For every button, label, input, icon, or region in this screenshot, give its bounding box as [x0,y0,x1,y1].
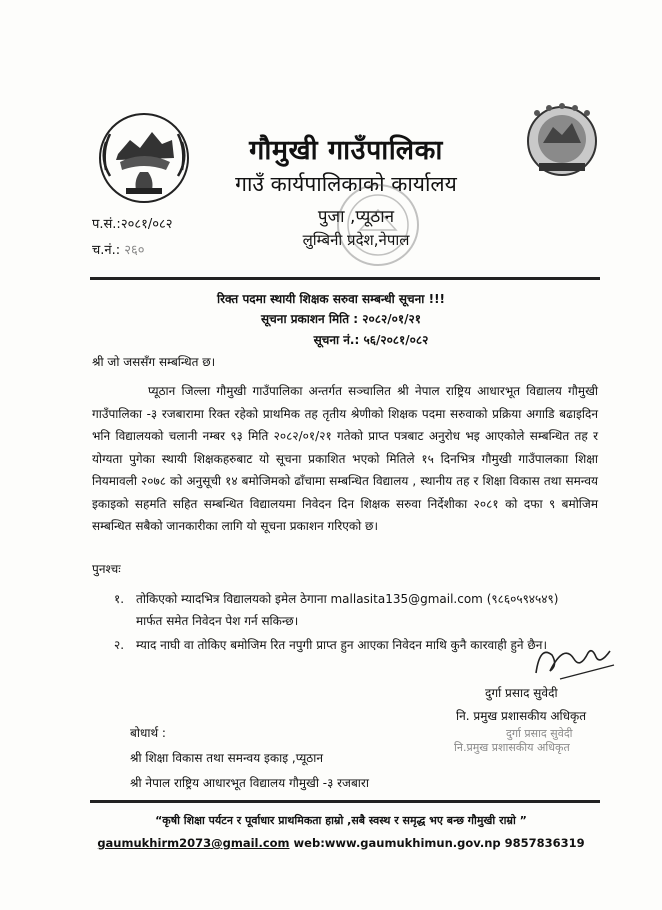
footer-email[interactable]: gaumukhirm2073@gmail.com [97,836,290,850]
signature-stamp-name: दुर्गा प्रसाद सुवेदी [506,727,573,740]
footer-divider [90,800,600,803]
point-number: २. [114,638,125,652]
office-location: पुजा ,प्यूठान [317,207,395,227]
point-number: १. [114,592,125,606]
footer-phone: 9857836319 [504,836,585,850]
footer-website[interactable]: web:www.gaumukhimun.gov.np [293,836,501,850]
province-name: लुम्बिनी प्रदेश,नेपाल [302,231,410,249]
office-stamp-icon [330,180,425,270]
municipality-name: गौमुखी गाउँपालिका [249,135,443,166]
signature-stamp-title: नि.प्रमुख प्रशासकीय अधिकृत [454,741,570,754]
copies-label: बोधार्थ : [130,726,166,740]
footer-motto: “कृषी शिक्षा पर्यटन र पूर्वाधार प्राथमिकता हाम्रो ,सबै स्वस्थ र समृद्ध भए बन्छ गौमुखी राम्रो ” [155,814,527,827]
reference-number: प.सं.:२०८१/०८२ [92,217,173,232]
addendum-point [114,634,584,656]
notice-title: रिक्त पदमा स्थायी शिक्षक सरुवा सम्बन्धी सूचना !!! [216,292,446,306]
point-text: तोकिएको म्यादभित्र विद्यालयको इमेल ठेगाना mallasita135@gmail.com (९८६०५९४५४९) मार्फत समेत निवेदन पेश गर्न सकिन्छ। [136,592,559,628]
dispatch-number [92,240,145,258]
signatory-title: नि. प्रमुख प्रशासकीय अधिकृत [456,709,587,723]
salutation: श्री जो जससँग सम्बन्धित छ। [92,355,216,369]
point-text: म्याद नाघी वा तोकिए बमोजिम रित नपुगी प्राप्त हुन आएका निवेदन माथि कुनै कारवाही हुने छैन। [136,638,548,652]
copy-recipient: श्री नेपाल राष्ट्रिय आधारभूत विद्यालय गौमुखी -३ रजबारा [130,776,369,790]
header-divider [90,277,600,280]
notice-body: प्यूठान जिल्ला गौमुखी गाउँपालिका अन्तर्गत सञ्चालित श्री नेपाल राष्ट्रिय आधारभूत विद्यालय गौमुखी गाउँपालिका -३ रजबारामा रिक्त रहेको प्राथमिक तह तृतीय श्रेणीको शिक्षक पदमा सरुवाको प्रक्रिया अगाडि बढाइदिन भनि विद्यालयको चलानी नम्बर ९३ मिति २०८२/०१/२१ गतेको प्राप्त पत्रबाट अनुरोध भइ आएकोले सम्बन्धित तह र योग्यता पुगेका स्थायी शिक्षकहरुबाट यो सूचना प्रकाशित भएको मितिले १५ दिनभित्र गौमुखी गाउँपालकाा शिक्षा नियमावली २०७८ को अनुसूची १४ बमोजिमको ढाँचामा सम्बन्धित विद्यालय , स्थानीय तह र शिक्षा विकास तथा समन्वय इकाइको सहमति सहित सम्बन्धित विद्यालयमा निवेदन दिन शिक्षक सरुवा निर्देशीका २०८१ को दफा ९ बमोजिम सम्बन्धित सबैको जानकारीका लागि यो सूचना प्रकाशन गरिएको छ। [92,384,598,533]
dispatch-number-label: च.नं.: [92,243,121,258]
signatory-name: दुर्गा प्रसाद सुवेदी [485,686,558,700]
addendum-point [114,588,584,632]
dispatch-number-value: २६० [124,243,145,258]
notice-number: सूचना नं.: ५६/२०८१/०८२ [313,333,429,347]
copy-recipient: श्री शिक्षा विकास तथा समन्वय इकाइ ,प्यूठान [130,751,324,765]
office-name: गाउँ कार्यपालिकाको कार्यालय [235,172,457,196]
footer-contact [0,836,662,850]
addendum-label: पुनश्चः [92,562,121,576]
handwritten-signature-icon [530,635,620,685]
notice-publish-date: सूचना प्रकाशन मिति : २०८२/०१/२१ [261,312,421,326]
